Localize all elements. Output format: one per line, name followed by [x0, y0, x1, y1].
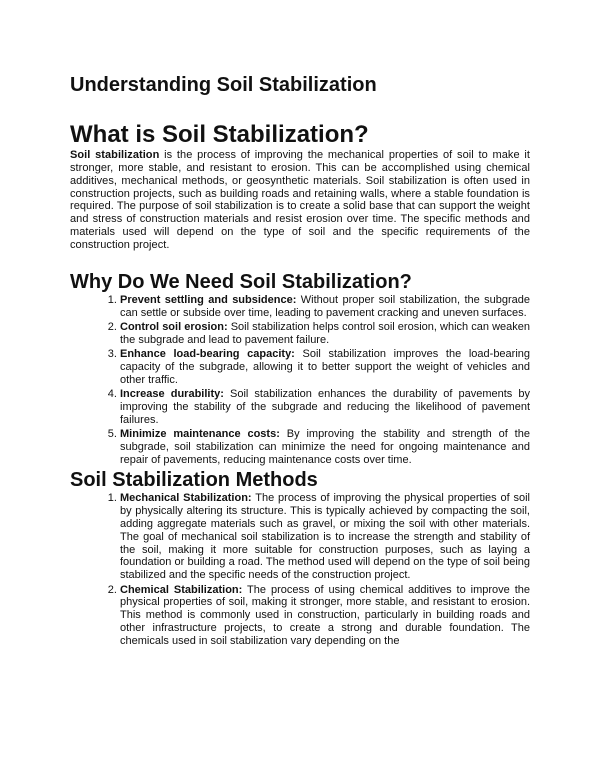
methods-list	[70, 492, 530, 648]
list-item-lead: Chemical Stabilization:	[120, 583, 243, 596]
list-item-text: Soil stabilization helps control soil erosion, which can weaken the subgrade and lead to pavement failure.	[120, 320, 530, 346]
list-item-lead: Minimize maintenance costs:	[120, 428, 280, 441]
paragraph-body: is the process of improving the mechanical properties of soil to make it stronger, more stable, and resistant to erosion. This can be accomplished using chemical additives, mechanical methods, or geosynthetic materials. Soil stabilization is often used in construction projects, such as building roads and retaining walls, where a stable foundation is required. The purpose of soil stabilization is to create a solid base that can support the weight and stress of construction materials and resist erosion over time. The specific methods and materials used will depend on the type of soil and the specific requirements of the construction project.	[70, 149, 531, 251]
list-item-text: Without proper soil stabilization, the subgrade can settle or subside over time, leading to pavement cracking and uneven surfaces.	[120, 293, 530, 319]
list-item-text: By improving the stability and strength of the subgrade, soil stabilization can minimize the need for ongoing maintenance and repair of pavements, reducing maintenance costs over time.	[120, 428, 530, 466]
section-heading-what-is: What is Soil Stabilization?	[70, 121, 369, 148]
list-item-text: Soil stabilization enhances the durability of pavements by improving the stability of the subgrade and reducing the likelihood of pavement failures.	[120, 388, 531, 426]
list-item	[120, 584, 530, 648]
section-heading-why: Why Do We Need Soil Stabilization?	[70, 270, 412, 293]
list-item-text: The process of improving the physical properties of soil by physically altering its structure. This is typically achieved by compacting the soil, adding aggregate materials such as gravel, or mixing the soil with other materials. The goal of mechanical soil stabilization is to increase the strength and stability of the soil, making it more suitable for construction purposes, such as laying a foundation or building a road. The method used will depend on the type of soil being stabilized and the specific needs of the construction project.	[120, 492, 531, 582]
list-item-lead: Prevent settling and subsidence:	[120, 293, 297, 306]
list-item	[120, 388, 530, 427]
list-item-lead: Increase durability:	[120, 388, 224, 401]
list-item-lead: Control soil erosion:	[120, 320, 228, 333]
section-heading-methods: Soil Stabilization Methods	[70, 469, 318, 492]
list-item	[120, 348, 530, 387]
list-item-lead: Mechanical Stabilization:	[120, 492, 252, 505]
list-item	[120, 321, 530, 347]
paragraph-lead: Soil stabilization	[70, 149, 160, 161]
list-item-lead: Enhance load-bearing capacity:	[120, 348, 295, 361]
section-paragraph-what-is	[70, 149, 530, 252]
list-item	[120, 428, 530, 467]
document-title: Understanding Soil Stabilization	[70, 74, 377, 96]
list-item	[120, 294, 530, 320]
list-item-text: The process of using chemical additives to improve the physical properties of soil, making it stronger, more stable, and resistant to erosion. This method is commonly used in construction, particularly in building roads and other infrastructure projects, to create a strong and durable foundation. The chemicals used in soil stabilization vary depending on the	[120, 583, 530, 647]
list-item-text: Soil stabilization improves the load-bearing capacity of the subgrade, allowing it to better support the weight of vehicles and other traffic.	[120, 348, 531, 386]
reasons-list	[70, 294, 530, 467]
list-item	[120, 492, 530, 582]
